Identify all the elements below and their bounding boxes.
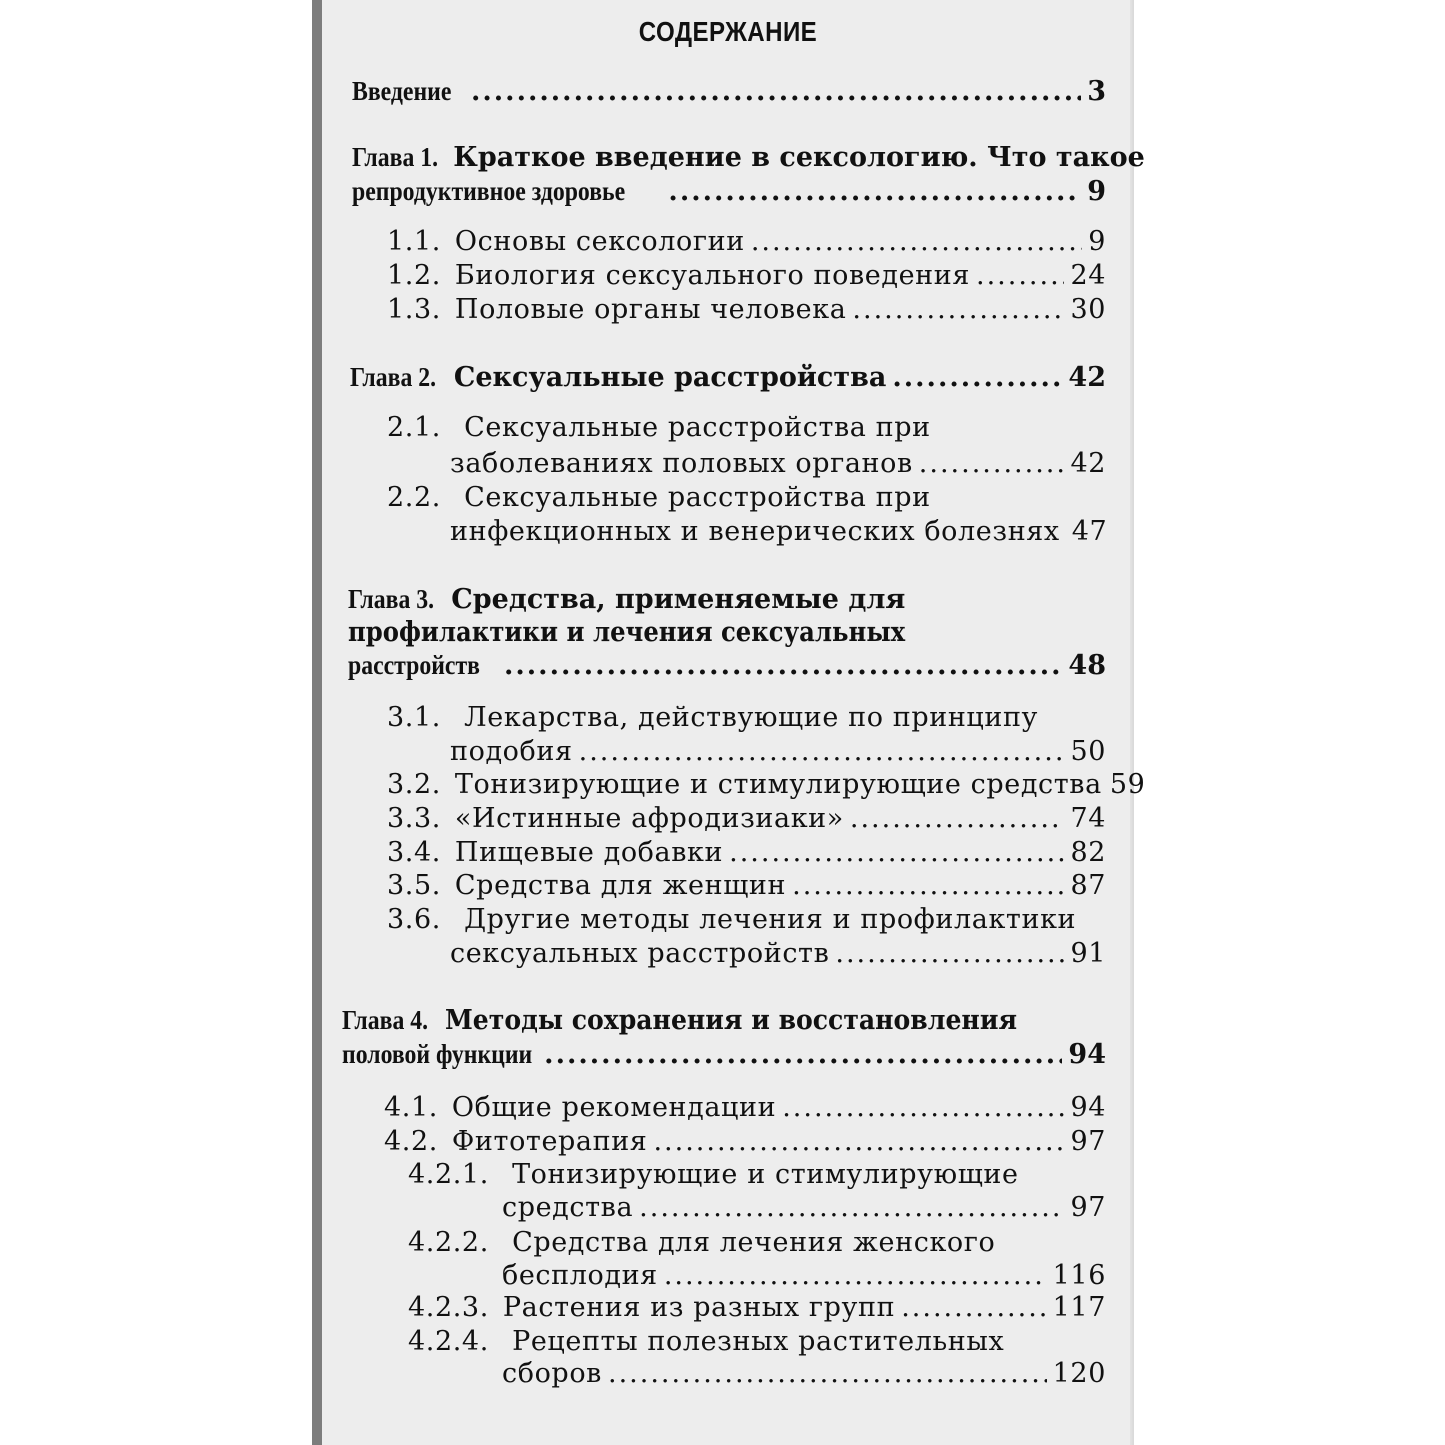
toc-page-number: 97 — [1070, 1192, 1106, 1223]
section-title: Общие рекомендации — [451, 1092, 777, 1123]
section-number: 4.1. — [384, 1092, 438, 1123]
toc-page-number: 94 — [1070, 1092, 1106, 1123]
leader-dots — [664, 1260, 1047, 1291]
toc-page-number: 97 — [1070, 1126, 1106, 1157]
toc-page-number: 42 — [1068, 362, 1106, 393]
subsection-title-line: Рецепты полезных растительных — [512, 1326, 1005, 1357]
subsection-4-2-2-heading[interactable] — [408, 1227, 995, 1258]
toc-page-number: 30 — [1070, 294, 1106, 325]
toc-page-number: 42 — [1070, 448, 1106, 479]
subsection-title-line: бесплодия — [502, 1260, 658, 1291]
leader-dots — [901, 1292, 1046, 1323]
toc-page-number: 24 — [1070, 260, 1106, 291]
chapter-title-line: расстройств — [348, 650, 480, 680]
section-title: Биология сексуального поведения — [454, 260, 971, 291]
subsection-4-2-4-heading[interactable] — [408, 1326, 1004, 1357]
chapter-label: Глава 2. — [350, 362, 437, 392]
toc-page-number: 9 — [1087, 176, 1106, 207]
section-3-1-heading[interactable] — [387, 702, 1038, 733]
toc-entry-section-1-2[interactable] — [387, 260, 1106, 291]
section-number: 3.2. — [387, 769, 441, 800]
book-page — [312, 0, 1146, 1445]
section-title: «Истинные афродизиаки» — [454, 803, 844, 834]
toc-page-number: 117 — [1052, 1292, 1106, 1323]
toc-page-number: 91 — [1070, 938, 1106, 969]
subsection-number: 4.2.2. — [408, 1227, 489, 1258]
toc-entry-subsection-4-2-4[interactable] — [502, 1358, 1106, 1389]
chapter-title-line: Краткое введение в сексологию. Что такое — [453, 142, 1145, 173]
chapter-3-heading[interactable] — [348, 584, 905, 615]
toc-entry-subsection-4-2-3[interactable] — [408, 1292, 1106, 1323]
toc-entry-section-3-3[interactable] — [387, 803, 1106, 834]
section-number: 2.2. — [387, 482, 441, 513]
leader-dots — [751, 226, 1082, 257]
section-title: Половые органы человека — [454, 294, 847, 325]
toc-entry-chapter-4[interactable] — [342, 1039, 1106, 1070]
leader-dots — [608, 1358, 1047, 1389]
section-title: Основы сексологии — [454, 226, 745, 257]
toc-entry-section-3-5[interactable] — [387, 870, 1106, 901]
subsection-title-line: средства — [502, 1192, 634, 1223]
leader-dots — [919, 448, 1065, 479]
toc-entry-chapter-2[interactable] — [350, 362, 1106, 393]
toc-page-number: 50 — [1070, 736, 1106, 767]
leader-dots — [639, 1192, 1064, 1223]
toc-entry-subsection-4-2-1[interactable] — [502, 1192, 1106, 1223]
leader-dots — [835, 938, 1064, 969]
toc-page-number: 120 — [1052, 1358, 1106, 1389]
toc-entry-subsection-4-2-2[interactable] — [502, 1260, 1106, 1291]
toc-page-number: 47 — [1071, 516, 1108, 547]
section-number: 3.4. — [387, 837, 441, 868]
toc-entry-section-3-6[interactable] — [450, 938, 1106, 969]
subsection-title-line: Средства для лечения женского — [512, 1227, 996, 1258]
section-title: Тонизирующие и стимулирующие средства — [454, 769, 1102, 800]
toc-entry-section-3-4[interactable] — [387, 837, 1106, 868]
toc-page-number: 3 — [1087, 76, 1106, 107]
leader-dots — [852, 294, 1064, 325]
section-number: 3.6. — [387, 904, 441, 935]
section-number: 3.1. — [387, 702, 441, 733]
toc-page-number: 48 — [1068, 650, 1106, 681]
chapter-1-heading[interactable] — [352, 142, 1145, 173]
section-number: 3.3. — [387, 803, 441, 834]
subsection-number: 4.2.4. — [408, 1326, 489, 1357]
subsection-title-line: сборов — [502, 1358, 602, 1389]
section-title-line: Лекарства, действующие по принципу — [464, 702, 1039, 733]
chapter-title-line: половой функции — [342, 1039, 533, 1069]
toc-entry-section-4-1[interactable] — [384, 1092, 1106, 1123]
toc-page-number: 116 — [1052, 1260, 1106, 1291]
section-title-line: инфекционных и венерических болезнях — [450, 516, 1060, 547]
section-number: 3.5. — [387, 870, 441, 901]
chapter-title-line: Средства, применяемые для — [451, 584, 906, 615]
toc-page-number: 9 — [1088, 226, 1106, 257]
chapter-4-heading[interactable] — [342, 1005, 1060, 1036]
leader-dots — [850, 803, 1065, 834]
subsection-4-2-1-heading[interactable] — [408, 1159, 1019, 1190]
section-title: Фитотерапия — [451, 1126, 648, 1157]
section-title: Средства для женщин — [454, 870, 787, 901]
chapter-title-line: Методы сохранения и восстановления — [445, 1005, 1018, 1036]
leader-dots — [579, 736, 1065, 767]
subsection-title-line: Тонизирующие и стимулирующие — [512, 1159, 1019, 1190]
leader-dots — [668, 176, 1081, 207]
subsection-title: Растения из разных групп — [502, 1292, 896, 1323]
chapter-3-heading-line-2 — [348, 617, 967, 648]
section-number: 4.2. — [384, 1126, 438, 1157]
toc-entry-introduction[interactable] — [352, 76, 1106, 107]
toc-entry-section-1-1[interactable] — [387, 226, 1106, 257]
page-edge — [1130, 0, 1134, 1445]
leader-dots — [544, 1039, 1062, 1070]
section-number: 2.1. — [387, 412, 441, 443]
toc-entry-text: Введение — [352, 76, 452, 106]
chapter-title-line: репродуктивное здоровье — [352, 176, 626, 206]
section-title-line: Другие методы лечения и профилактики — [464, 904, 1077, 935]
page-title: СОДЕРЖАНИЕ — [638, 16, 818, 47]
leader-dots — [782, 1092, 1064, 1123]
section-number: 1.2. — [387, 260, 441, 291]
section-number: 1.3. — [387, 294, 441, 325]
section-title-line: Сексуальные расстройства при — [464, 412, 931, 443]
section-number: 1.1. — [387, 226, 441, 257]
toc-entry-section-2-1[interactable] — [450, 448, 1106, 479]
section-title-line: Сексуальные расстройства при — [464, 482, 931, 513]
leader-dots — [653, 1126, 1064, 1157]
leader-dots — [471, 76, 1081, 107]
section-2-2-heading[interactable] — [387, 482, 931, 513]
toc-page-number: 59 — [1109, 769, 1146, 800]
leader-dots — [729, 837, 1064, 868]
leader-dots — [892, 362, 1062, 393]
chapter-label: Глава 4. — [342, 1005, 429, 1035]
toc-entry-section-1-3[interactable] — [387, 294, 1106, 325]
toc-entry-chapter-3[interactable] — [348, 650, 1106, 681]
chapter-label: Глава 1. — [352, 142, 439, 172]
section-title-line: сексуальных расстройств — [450, 938, 830, 969]
toc-entry-section-4-2[interactable] — [384, 1126, 1106, 1157]
subsection-number: 4.2.3. — [408, 1292, 489, 1323]
section-title-line: заболеваниях половых органов — [450, 448, 913, 479]
section-3-6-heading[interactable] — [387, 904, 1076, 935]
toc-page-number: 74 — [1070, 803, 1106, 834]
toc-entry-section-3-2[interactable] — [387, 769, 1146, 800]
toc-entry-chapter-1[interactable] — [352, 176, 1106, 207]
leader-dots — [976, 260, 1064, 291]
toc-entry-section-3-1[interactable] — [450, 736, 1106, 767]
section-title: Пищевые добавки — [454, 837, 724, 868]
toc-page-number: 87 — [1070, 870, 1106, 901]
leader-dots — [504, 650, 1062, 681]
chapter-title-line: Сексуальные расстройства — [453, 362, 887, 393]
chapter-title-line: профилактики и лечения сексуальных — [348, 617, 906, 648]
leader-dots — [792, 870, 1064, 901]
toc-entry-section-2-2[interactable] — [450, 516, 1106, 547]
subsection-number: 4.2.1. — [408, 1159, 489, 1190]
section-title-line: подобия — [450, 736, 573, 767]
section-2-1-heading[interactable] — [387, 412, 931, 443]
toc-page-number: 82 — [1070, 837, 1106, 868]
toc-page-number: 94 — [1068, 1039, 1106, 1070]
chapter-label: Глава 3. — [348, 584, 435, 614]
